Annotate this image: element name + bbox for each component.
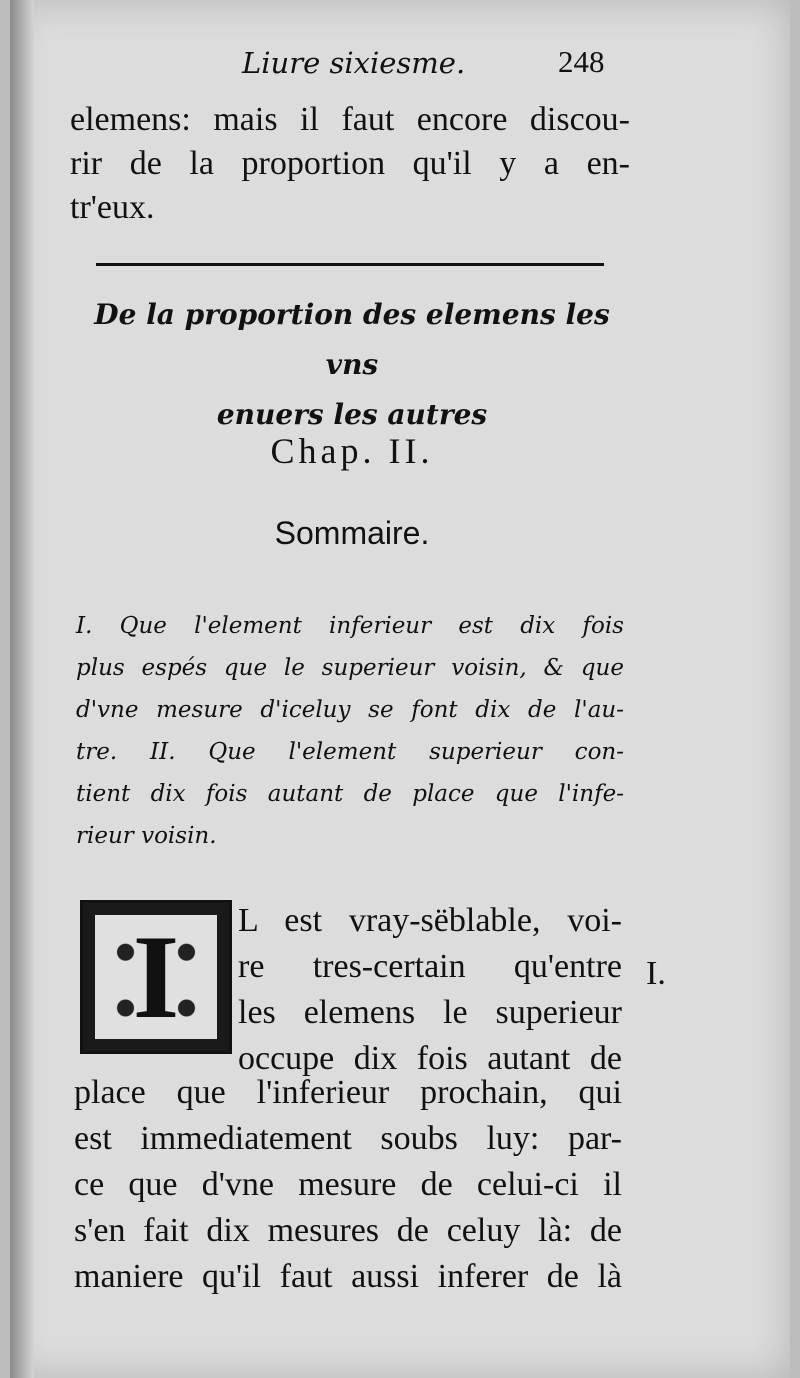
body-text — [74, 1070, 622, 1300]
page-number: 248 — [558, 44, 605, 79]
summary-line: rieur voisin. — [76, 823, 217, 849]
body-line: ce que d'vne mesure de celui-ci il — [74, 1166, 622, 1203]
body-line: L est vray-sëblable, voi- — [238, 902, 622, 939]
body-line: maniere qu'il faut aussi inferer de là — [74, 1258, 622, 1295]
running-head-title: Liure sixiesme. — [242, 46, 466, 80]
section-rule — [96, 263, 604, 266]
body-line: les elemens le superieur — [238, 994, 622, 1031]
book-page — [10, 0, 790, 1378]
decorated-initial — [80, 900, 232, 1054]
top-text — [70, 98, 630, 230]
running-head — [10, 44, 790, 94]
page-gutter — [10, 0, 34, 1378]
summary-text — [76, 605, 624, 857]
summary-line: d'vne mesure d'iceluy se font dix de l'au- — [76, 697, 624, 723]
text-line: tr'eux. — [70, 189, 155, 226]
body-text-indented — [238, 898, 622, 1082]
initial-ornament — [95, 910, 217, 1043]
summary-line: tient dix fois autant de place que l'infe- — [76, 781, 624, 807]
body-line: est immediatement soubs luy: par- — [74, 1120, 622, 1157]
text-line: elemens: mais il faut encore discou- — [70, 101, 630, 138]
summary-line: tre. II. Que l'element superieur con- — [76, 739, 624, 765]
heading-line: enuers les autres — [216, 398, 488, 431]
section-heading — [72, 290, 632, 440]
heading-line: De la proportion des elemens les vns — [94, 298, 610, 381]
summary-line: I. Que l'element inferieur est dix fois — [76, 613, 624, 639]
chapter-title: Chap. II. — [270, 431, 434, 471]
marginal-note: I. — [646, 955, 666, 992]
body-line: occupe dix fois autant de — [238, 1040, 622, 1077]
summary-title: Sommaire. — [274, 515, 430, 551]
text-line: rir de la proportion qu'il y a en- — [70, 145, 630, 182]
body-line: place que l'inferieur prochain, qui — [74, 1074, 622, 1111]
initial-letter: I — [132, 910, 180, 1043]
body-line: re tres-certain qu'entre — [238, 948, 622, 985]
body-line: s'en fait dix mesures de celuy là: de — [74, 1212, 622, 1249]
summary-line: plus espés que le superieur voisin, & que — [76, 655, 624, 681]
